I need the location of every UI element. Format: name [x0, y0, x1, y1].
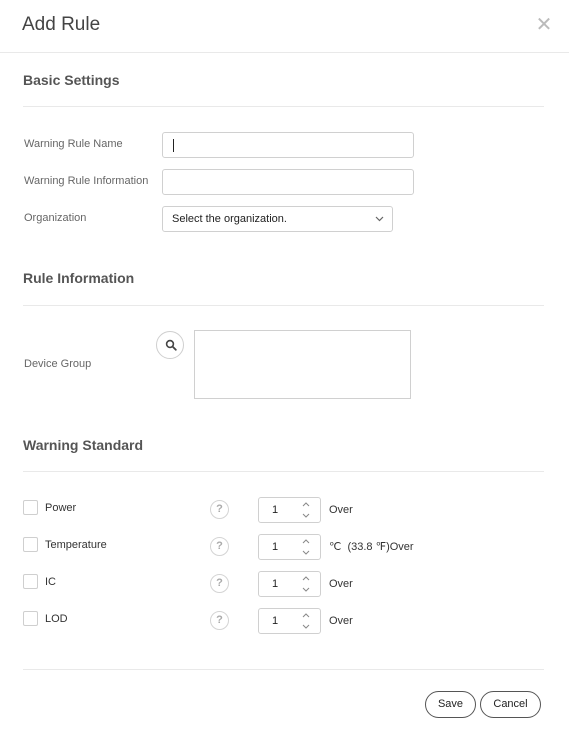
- device-group-list[interactable]: [194, 330, 411, 399]
- search-icon: [165, 339, 177, 351]
- power-label: Power: [45, 502, 77, 514]
- ic-help-icon[interactable]: ?: [210, 574, 229, 593]
- power-help-icon[interactable]: ?: [210, 500, 229, 519]
- ic-label: IC: [45, 576, 56, 588]
- chevron-down-icon[interactable]: [300, 511, 312, 520]
- temperature-threshold-value: 1: [272, 541, 279, 553]
- device-group-label: Device Group: [24, 358, 92, 370]
- temperature-checkbox[interactable]: [23, 537, 38, 552]
- temperature-threshold-stepper[interactable]: [258, 534, 321, 560]
- lod-label: LOD: [45, 613, 68, 625]
- footer-divider: [23, 669, 544, 670]
- organization-select[interactable]: [162, 206, 393, 232]
- section-divider: [23, 106, 544, 107]
- section-divider: [23, 471, 544, 472]
- lod-checkbox[interactable]: [23, 611, 38, 626]
- temperature-unit: ℃ (33.8 ℉)Over: [329, 541, 414, 553]
- rule-info-input[interactable]: [162, 169, 414, 195]
- rule-name-label: Warning Rule Name: [24, 138, 123, 150]
- section-title-rule-information: Rule Information: [23, 270, 135, 286]
- ic-threshold-stepper[interactable]: [258, 571, 321, 597]
- ic-unit: Over: [329, 578, 353, 590]
- header-divider: [0, 52, 569, 53]
- ic-threshold-value: 1: [272, 578, 279, 590]
- power-unit: Over: [329, 504, 353, 516]
- ic-checkbox[interactable]: [23, 574, 38, 589]
- chevron-down-icon: [375, 207, 384, 240]
- rule-info-label: Warning Rule Information: [24, 175, 149, 187]
- chevron-down-icon[interactable]: [300, 622, 312, 631]
- chevron-down-icon[interactable]: [300, 548, 312, 557]
- text-cursor: [173, 139, 174, 152]
- lod-threshold-stepper[interactable]: [258, 608, 321, 634]
- power-checkbox[interactable]: [23, 500, 38, 515]
- temperature-label: Temperature: [45, 539, 107, 551]
- rule-name-input[interactable]: [162, 132, 414, 158]
- section-divider: [23, 305, 544, 306]
- device-group-search-button[interactable]: [156, 331, 184, 359]
- chevron-up-icon[interactable]: [300, 574, 312, 583]
- dialog-title: Add Rule: [22, 14, 101, 35]
- chevron-down-icon[interactable]: [300, 585, 312, 594]
- lod-unit: Over: [329, 615, 353, 627]
- close-icon[interactable]: ✕: [535, 14, 553, 36]
- organization-label: Organization: [24, 212, 87, 224]
- lod-help-icon[interactable]: ?: [210, 611, 229, 630]
- chevron-up-icon[interactable]: [300, 537, 312, 546]
- lod-threshold-value: 1: [272, 615, 279, 627]
- chevron-up-icon[interactable]: [300, 611, 312, 620]
- cancel-button[interactable]: Cancel: [480, 691, 541, 718]
- power-threshold-value: 1: [272, 504, 279, 516]
- organization-select-value: Select the organization.: [172, 213, 287, 225]
- temperature-help-icon[interactable]: ?: [210, 537, 229, 556]
- chevron-up-icon[interactable]: [300, 500, 312, 509]
- save-button[interactable]: Save: [425, 691, 476, 718]
- power-threshold-stepper[interactable]: [258, 497, 321, 523]
- section-title-basic-settings: Basic Settings: [23, 72, 120, 88]
- section-title-warning-standard: Warning Standard: [23, 437, 144, 453]
